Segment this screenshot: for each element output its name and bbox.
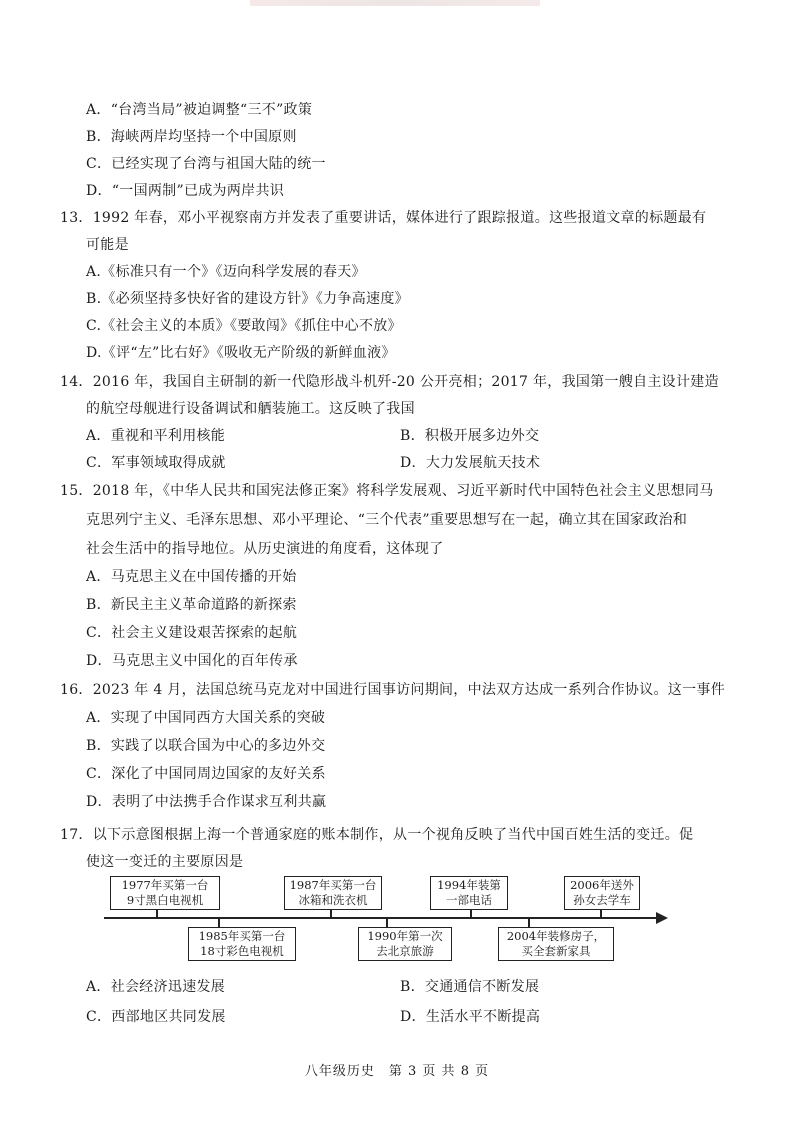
timeline-event-text: 1990年第一次 [367,929,443,943]
timeline-connector [600,910,602,918]
timeline-event-text: 2006年送外 [570,878,634,892]
timeline-event-1977 [110,876,220,910]
timeline-event-2006 [564,876,640,910]
q16-stem-line1: 16．2023 年 4 月，法国总统马克龙对中国进行国事访问期间，中法双方达成一系列合作协议。这一事件 [60,682,725,698]
q17-stem-line1: 17．以下示意图根据上海一个普通家庭的账本制作，从一个视角反映了当代中国百姓生活的变迁。促 [60,827,694,843]
q13-option-c: C.《社会主义的本质》《要敢闯》《抓住中心不放》 [86,318,402,334]
q14-option-a: A．重视和平利用核能 [86,428,226,444]
timeline-event-text: 冰箱和洗衣机 [298,893,368,907]
q12-option-c: C．已经实现了台湾与祖国大陆的统一 [86,156,326,172]
q17-option-c: C．西部地区共同发展 [86,1009,226,1025]
q13-stem-line2: 可能是 [86,237,129,253]
timeline-connector [218,918,220,927]
timeline-event-text: 18寸彩色电视机 [200,944,284,958]
q17-option-a: A．社会经济迅速发展 [86,979,226,995]
page-footer: 八年级历史 第 3 页 共 8 页 [304,1064,490,1079]
q15-option-b: B．新民主主义革命道路的新探索 [86,597,297,613]
q12-option-b: B．海峡两岸均坚持一个中国原则 [86,129,297,145]
q13-stem-line1: 13．1992 年春，邓小平视察南方并发表了重要讲话，媒体进行了跟踪报道。这些报道文章的标题最有 [60,210,707,226]
timeline-connector [330,910,332,918]
timeline-event-text: 1977年买第一台 [121,878,209,892]
q13-option-a: A.《标准只有一个》《迈向科学发展的春天》 [86,264,366,280]
timeline-arrow-icon [656,912,668,924]
q16-option-b: B．实践了以联合国为中心的多边外交 [86,738,326,754]
timeline-event-text: 一部电话 [446,893,492,907]
q15-option-d: D．马克思主义中国化的百年传承 [86,653,298,669]
timeline-event-1994 [430,876,508,910]
q13-option-b: B.《必须坚持多快好省的建设方针》《力争高速度》 [86,291,409,307]
q12-option-d: D．“一国两制”已成为两岸共识 [86,183,285,199]
scan-edge-artifact [250,0,540,6]
q14-option-b: B．积极开展多边外交 [400,428,540,444]
timeline-event-1985 [188,927,296,961]
q15-option-a: A．马克思主义在中国传播的开始 [86,569,297,585]
timeline-event-text: 9寸黑白电视机 [126,893,204,907]
timeline-event-2004 [498,927,614,961]
timeline-event-text: 1987年买第一台 [289,878,377,892]
q14-stem-line1: 14．2016 年，我国自主研制的新一代隐形战斗机歼-20 公开亮相；2017 年，我国第一艘自主设计建造 [60,374,719,390]
q16-option-d: D．表明了中法携手合作谋求互利共赢 [86,794,327,810]
q14-option-c: C．军事领域取得成就 [86,455,226,471]
timeline-axis [104,917,660,919]
q14-stem-line2: 的航空母舰进行设备调试和舾装施工。这反映了我国 [86,401,415,417]
q15-stem-line1: 15．2018 年，《中华人民共和国宪法修正案》将科学发展观、习近平新时代中国特色社会主义思想同马 [60,483,714,499]
timeline-event-text: 去北京旅游 [376,944,434,958]
timeline-connector [156,910,158,918]
q16-option-a: A．实现了中国同西方大国关系的突破 [86,710,326,726]
timeline-event-1987 [284,876,382,910]
q15-stem-line3: 社会生活中的指导地位。从历史演进的角度看，这体现了 [86,541,444,557]
q15-option-c: C．社会主义建设艰苦探索的起航 [86,625,298,641]
q13-option-d: D.《评“左”比右好》《吸收无产阶级的新鲜血液》 [86,345,396,361]
q15-stem-line2: 克思列宁主义、毛泽东思想、邓小平理论、“三个代表”重要思想写在一起，确立其在国家政治和 [86,512,688,528]
q17-option-b: B．交通通信不断发展 [400,979,540,995]
q17-option-d: D．生活水平不断提高 [400,1009,541,1025]
timeline-event-text: 孙女去学车 [573,893,631,907]
q16-option-c: C．深化了中国同周边国家的友好关系 [86,766,326,782]
q12-option-a: A．“台湾当局”被迫调整“三不”政策 [86,102,313,118]
timeline-connector [528,918,530,927]
timeline-event-text: 2004年装修房子， [506,929,606,943]
timeline-connector [470,910,472,918]
q17-stem-line2: 使这一变迁的主要原因是 [86,854,244,870]
timeline-connector [386,918,388,927]
timeline-event-text: 1994年装第 [437,878,501,892]
timeline-event-text: 买全套新家具 [521,944,591,958]
q14-option-d: D．大力发展航天技术 [400,455,541,471]
timeline-event-text: 1985年买第一台 [198,929,286,943]
timeline-event-1990 [358,927,452,961]
